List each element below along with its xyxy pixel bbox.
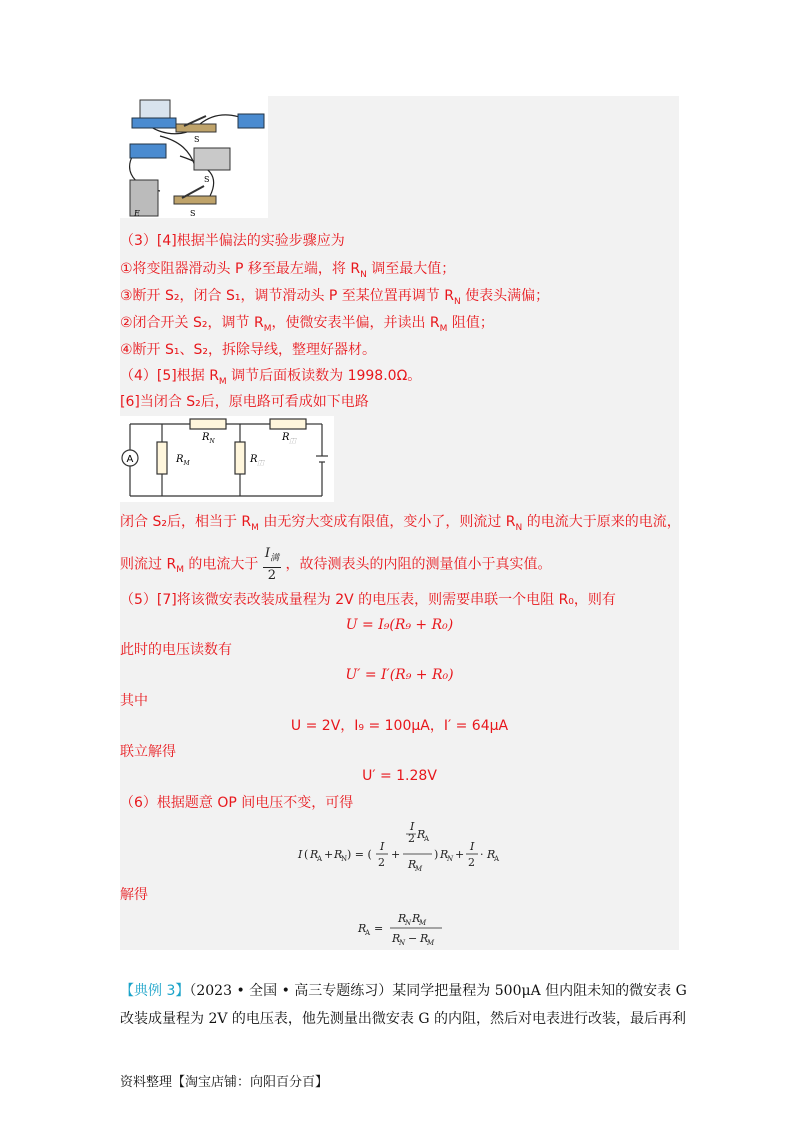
svg-text:N: N	[399, 939, 406, 947]
example-line1: 【典例 3】（2023 • 全国 • 高三专题练习）某同学把量程为 500μA 但内阻未知的微安表 G	[120, 983, 687, 999]
example-tag: 【典例 3】	[120, 983, 190, 999]
photo-label-s2: S	[204, 175, 210, 184]
svg-text:R: R	[310, 848, 319, 861]
analysis-line2: 则流过 $R_M$ 的电流大于 $\frac{I_满}{2}$ ，故待测表头的内阻的测量值小于真实值。	[120, 546, 552, 583]
svg-text:A: A	[424, 835, 430, 843]
svg-text:I: I	[410, 820, 415, 833]
step3-item4: ④断开 S₁、S₂，拆除导线，整理好器材。	[120, 342, 376, 358]
svg-text:I: I	[380, 840, 385, 853]
svg-text:+: +	[455, 848, 465, 861]
svg-text:): )	[434, 848, 439, 861]
step3-intro: （3）[4]根据半偏法的实验步骤应为	[120, 233, 345, 249]
label-rk: $R_⿰$	[282, 432, 296, 445]
ammeter-label: A	[126, 454, 134, 465]
step6-solve: 解得	[120, 887, 148, 903]
fraction-ig-half: $\frac{I_满}{2}$	[264, 546, 280, 583]
svg-text:(: (	[304, 848, 309, 861]
step5-intro: （5）[7]将该微安表改装成量程为 2V 的电压表，则需要串联一个电阻 R₀，则有	[120, 592, 616, 608]
svg-text:+: +	[391, 848, 401, 861]
svg-text:) = (: ) = (	[347, 848, 372, 861]
step4-circuit-intro: [6]当闭合 S₂后，原电路可看成如下电路	[120, 394, 369, 410]
svg-text:A: A	[365, 929, 371, 937]
photo-label-s1: S	[194, 135, 200, 144]
svg-text:−: −	[408, 932, 418, 945]
resistor-rm	[157, 442, 167, 474]
equation-u: U = I₉(R₉ + R₀)	[345, 617, 454, 633]
example-line2: 改装成量程为 2V 的电压表，他先测量出微安表 G 的内阻，然后对电表进行改装，最后再利	[120, 1011, 686, 1027]
step3-item3: ③断开 S₂，闭合 S₁，调节滑动头 P 至某位置再调节 $R_N$ 使表头满偏；	[120, 288, 550, 307]
step5-where: 其中	[120, 693, 148, 709]
svg-text:N: N	[447, 855, 454, 863]
svg-text:R: R	[487, 848, 496, 861]
step6-intro: （6）根据题意 OP 间电压不变，可得	[120, 795, 354, 811]
svg-text:=: =	[374, 922, 384, 935]
svg-text:R: R	[334, 848, 343, 861]
label-rn: $R_N$	[202, 432, 215, 445]
svg-text:·: ·	[480, 848, 484, 861]
svg-text:R: R	[358, 922, 367, 935]
apparatus-photo	[120, 96, 268, 218]
equivalent-circuit	[120, 416, 334, 502]
svg-text:2: 2	[408, 832, 415, 845]
page-footer: 资料整理【淘宝店铺：向阳百分百】	[120, 1075, 329, 1090]
equation-result: U′ = 1.28V	[362, 768, 437, 784]
analysis-line1: 闭合 S₂后，相当于 $R_M$ 由无穷大变成有限值，变小了，则流过 $R_N$ 的电流大于原来的电流，	[120, 514, 681, 533]
label-rf: $R_⿰$	[250, 454, 264, 467]
photo-label-s: S	[190, 209, 196, 218]
svg-text:M: M	[427, 939, 435, 947]
svg-text:M: M	[419, 919, 427, 927]
svg-text:M: M	[415, 865, 423, 873]
svg-text:A: A	[494, 855, 500, 863]
svg-text:R: R	[392, 932, 401, 945]
step3-item2: ②闭合开关 S₂，调节 $R_M$，使微安表半偏，并读出 $R_M$ 阻值；	[120, 315, 494, 334]
svg-text:A: A	[317, 855, 323, 863]
equation-ra	[350, 906, 460, 950]
svg-text:R: R	[440, 848, 449, 861]
svg-text:R: R	[408, 858, 417, 871]
svg-text:+: +	[324, 848, 334, 861]
svg-text:2: 2	[378, 856, 385, 869]
svg-text:N: N	[341, 855, 348, 863]
resistor-rf	[235, 442, 245, 474]
svg-text:R: R	[420, 932, 429, 945]
svg-text:N: N	[405, 919, 412, 927]
svg-text:R: R	[398, 912, 407, 925]
svg-text:I: I	[298, 848, 303, 861]
resistor-rk	[270, 419, 306, 429]
svg-text:I: I	[470, 840, 475, 853]
resistor-rn	[190, 419, 226, 429]
equation-step6	[296, 820, 516, 880]
photo-label-e: E	[134, 209, 140, 218]
equation-values: U = 2V，I₉ = 100μA，I′ = 64μA	[290, 718, 509, 734]
step4-reading: （4）[5]根据 $R_M$ 调节后面板读数为 1998.0Ω。	[120, 368, 422, 387]
svg-text:R: R	[412, 912, 421, 925]
step5-reading: 此时的电压读数有	[120, 642, 232, 658]
svg-text:R: R	[417, 828, 426, 841]
equation-u-prime: U′ = I′(R₉ + R₀)	[345, 667, 454, 683]
step3-item1: ①将变阻器滑动头 P 移至最左端，将 $R_N$ 调至最大值；	[120, 261, 456, 280]
svg-text:2: 2	[468, 856, 475, 869]
step5-solve: 联立解得	[120, 744, 176, 760]
label-rm: $R_M$	[176, 454, 190, 467]
